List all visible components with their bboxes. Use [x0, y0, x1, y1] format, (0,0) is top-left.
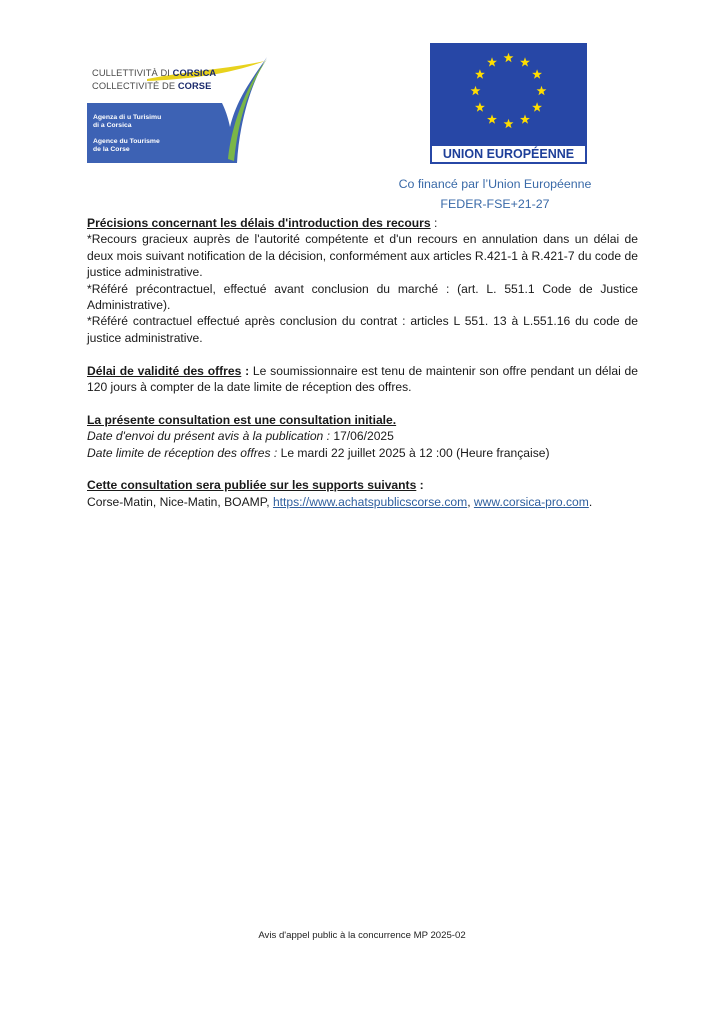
recours-item: *Recours gracieux auprès de l'autorité compétente et d'un recours en annulation dans un délai de deux mois suivant notification de la décision, conformément aux articles R.421-1 à R.421-7 du code de justice administrative. — [87, 232, 638, 280]
eu-star-icon — [475, 69, 485, 78]
achatspublics-link[interactable]: https://www.achatspublicscorse.com — [272, 494, 468, 509]
eu-star-icon — [475, 102, 485, 111]
recours-heading-line: Précisions concernant les délais d'introduction des recours : — [87, 216, 438, 230]
eu-star-icon — [504, 53, 514, 62]
recours-item: *Référé précontractuel, effectué avant conclusion du marché : (art. L. 551.1 Code de Justice Administrative). — [87, 281, 638, 313]
eu-flag — [430, 43, 587, 144]
corse-agency-line: de la Corse — [93, 146, 130, 153]
eu-star-icon — [487, 114, 497, 123]
collectivite-corse-logo — [87, 57, 269, 163]
recours-heading: Précisions concernant les délais d'introduction des recours — [87, 216, 431, 230]
supports-heading-line: Cette consultation sera publiée sur les supports suivants : — [87, 478, 424, 493]
limite-date-value: Le mardi 22 juillet 2025 à 12 :00 (Heure française) — [277, 445, 550, 460]
validite-heading: Délai de validité des offres — [87, 363, 242, 378]
supports-list: Corse-Matin, Nice-Matin, BOAMP, https://www.achatspublicscorse.com, www.corsica-pro.com. — [87, 494, 593, 509]
eu-star-icon — [537, 86, 547, 95]
cofinance-program: FEDER-FSE+21-27 — [440, 197, 550, 211]
supports-heading: Cette consultation sera publiée sur les supports suivants — [87, 478, 417, 493]
corse-agency-line: Agenza di u Turisimu — [93, 114, 162, 121]
corse-logo-line1: CULLETTIVITÀ DI CORSICA — [92, 68, 217, 78]
eu-label: UNION EUROPÉENNE — [430, 144, 587, 164]
document-body — [87, 215, 638, 510]
limite-date-line: Date limite de réception des offres : Le mardi 22 juillet 2025 à 12 :00 (Heure française) — [87, 445, 550, 460]
corse-agency-line: Agence du Tourisme — [93, 138, 160, 145]
eu-stars-circle — [430, 43, 587, 144]
corsica-pro-link[interactable]: www.corsica-pro.com — [473, 494, 589, 509]
envoi-date-line: Date d'envoi du présent avis à la publication : 17/06/2025 — [87, 429, 394, 444]
envoi-date-value: 17/06/2025 — [330, 429, 394, 444]
eu-star-icon — [520, 57, 530, 66]
eu-star-icon — [471, 86, 481, 95]
eu-star-icon — [487, 57, 497, 66]
corse-agency-line: di a Corsica — [93, 122, 132, 129]
eu-logo — [430, 43, 587, 164]
consultation-heading-line — [87, 412, 638, 428]
validite-paragraph: Délai de validité des offres : Le soumissionnaire est tenu de maintenir son offre pendant un délai de 120 jours à compter de la date limite de réception des offres. — [87, 363, 639, 395]
eu-star-icon — [532, 102, 542, 111]
eu-star-icon — [504, 119, 514, 128]
corse-logo-line2: COLLECTIVITÉ DE CORSE — [92, 81, 212, 91]
consultation-heading: La présente consultation est une consultation initiale. — [87, 412, 397, 427]
corse-logo-blue-block — [87, 103, 222, 163]
eu-star-icon — [532, 69, 542, 78]
eu-star-icon — [520, 114, 530, 123]
cofinance-line: Co financé par l’Union Européenne — [398, 177, 592, 191]
page-footer: Avis d'appel public à la concurrence MP 2025-02 — [258, 930, 466, 941]
recours-item: *Référé contractuel effectué après conclusion du contrat : articles L 551. 13 à L.551.16 du code de justice administrative. — [87, 314, 638, 345]
